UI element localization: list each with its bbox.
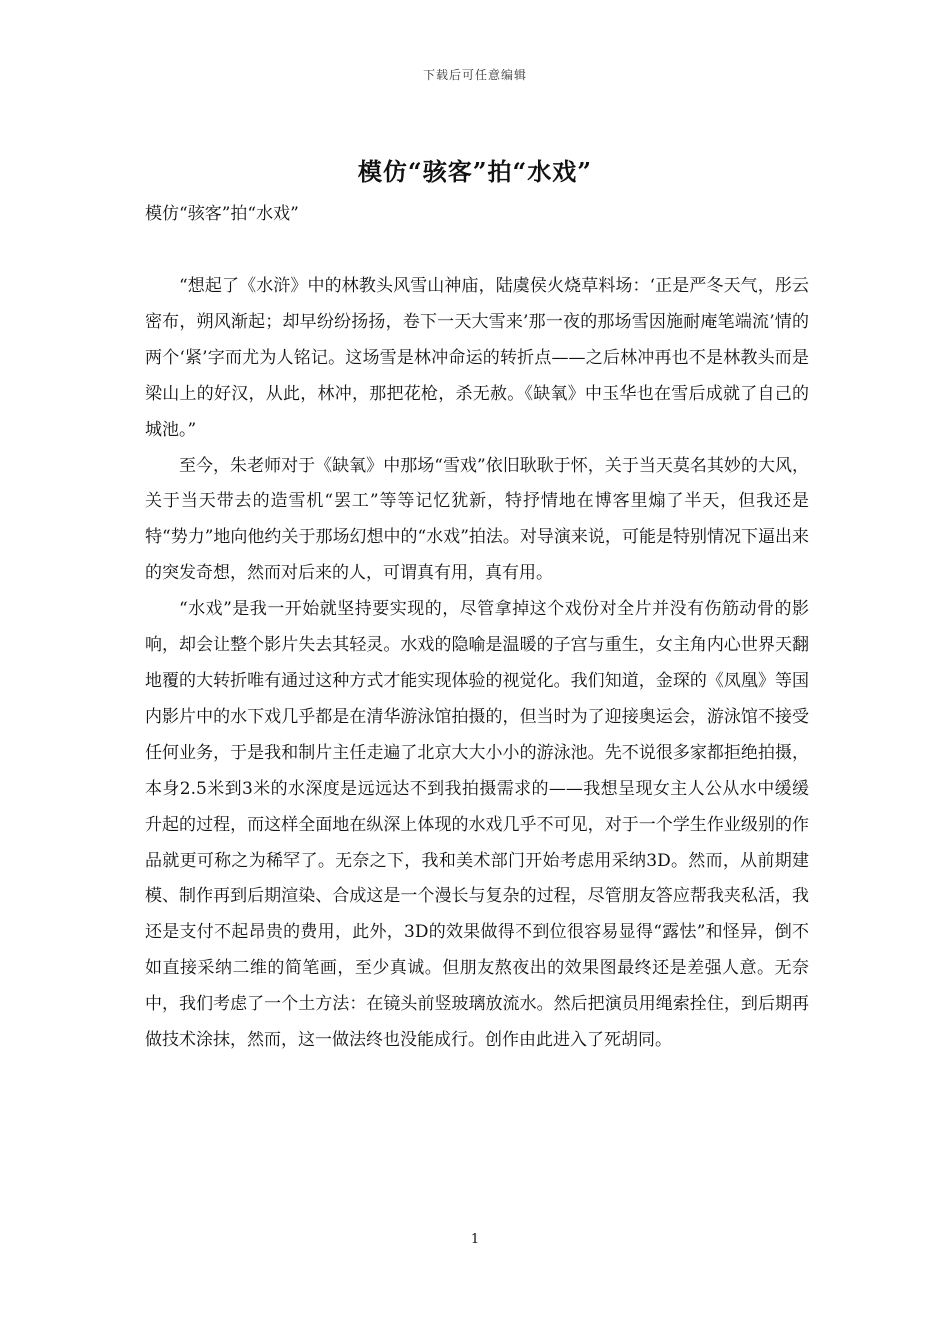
paragraph-3: “水戏”是我一开始就坚持要实现的，尽管拿掉这个戏份对全片并没有伤筋动骨的影响，却会让整个影片失去其轻灵。水戏的隐喻是温暖的子宫与重生，女主角内心世界天翻地覆的大转折唯有通过这种方式才能实现体验的视觉化。我们知道，金琛的《凤凰》等国内影片中的水下戏几乎都是在清华游泳馆拍摄的，但当时为了迎接奥运会，游泳馆不接受任何业务，于是我和制片主任走遍了北京大大小小的游泳池。先不说很多家都拒绝拍摄，本身2.5米到3米的水深度是远远达不到我拍摄需求的——我想呈现女主人公从水中缓缓升起的过程，而这样全面地在纵深上体现的水戏几乎不可见，对于一个学生作业级别的作品就更可称之为稀罕了。无奈之下，我和美术部门开始考虑用采纳3D。然而，从前期建模、制作再到后期渲染、合成这是一个漫长与复杂的过程，尽管朋友答应帮我夹私活，我还是支付不起昂贵的费用，此外，3D的效果做得不到位很容易显得“露怯”和怪异，倒不如直接采纳二维的简笔画，至少真诚。但朋友熬夜出的效果图最终还是差强人意。无奈中，我们考虑了一个土方法：在镜头前竖玻璃放流水。然后把演员用绳索拴住，到后期再做技术涂抹，然而，这一做法终也没能成行。创作由此进入了死胡同。 <box>145 599 809 1051</box>
page-number: 1 <box>470 1232 480 1247</box>
body-text <box>145 269 809 1059</box>
paragraph-1: “想起了《水浒》中的林教头风雪山神庙，陆虞侯火烧草料场：‘正是严冬天气，彤云密布，朔风渐起；却早纷纷扬扬，卷下一天大雪来’那一夜的那场雪因施耐庵笔端流’情的两个‘紧’字而尤为人铭记。这场雪是林冲命运的转折点——之后林冲再也不是林教头而是梁山上的好汉，从此，林冲，那把花枪，杀无赦。《缺氧》中玉华也在雪后成就了自己的城池。” <box>145 276 809 440</box>
document-subtitle: 模仿“骇客”拍“水戏” <box>145 204 299 224</box>
header-note: 下载后可任意编辑 <box>422 68 527 82</box>
document-title: 模仿“骇客”拍“水戏” <box>357 157 593 186</box>
paragraph-2: 至今，朱老师对于《缺氧》中那场“雪戏”依旧耿耿于怀，关于当天莫名其妙的大风，关于当天带去的造雪机“罢工”等等记忆犹新，特抒情地在博客里煽了半天，但我还是特“势力”地向他约关于那场幻想中的“水戏”拍法。对导演来说，可能是特别情况下逼出来的突发奇想，然而对后来的人，可谓真有用，真有用。 <box>145 455 809 584</box>
